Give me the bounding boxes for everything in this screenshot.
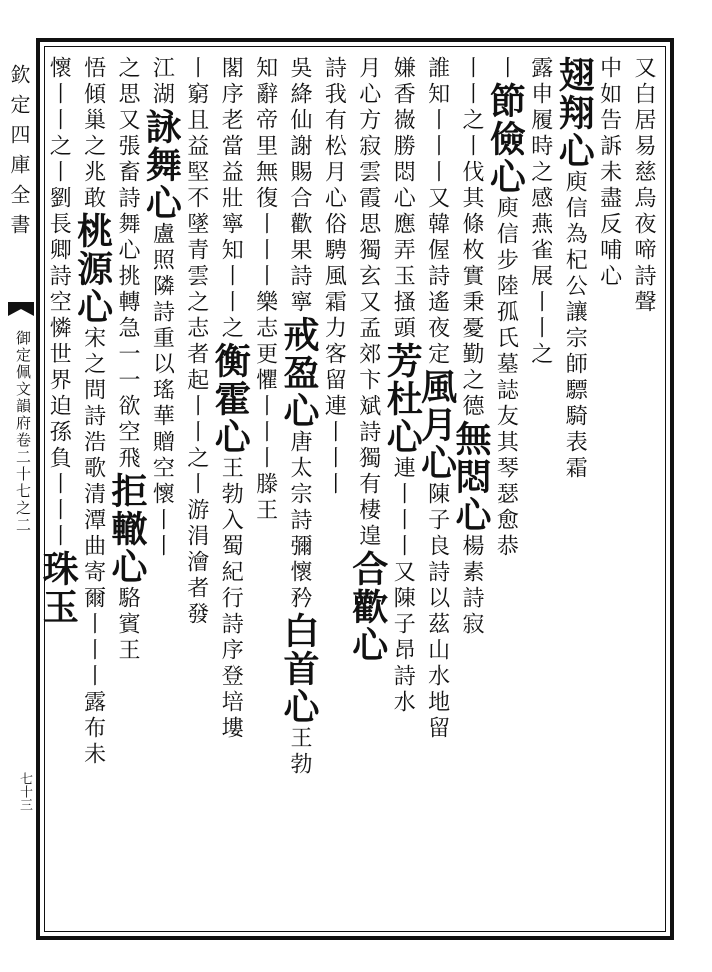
text-column	[484, 56, 527, 926]
margin-page-number: 七十三	[17, 772, 32, 811]
entry-text: 詩我有松月心俗騁風霜力	[321, 56, 347, 342]
text-column	[248, 56, 282, 926]
entry-text: 宋之問詩浩歌清潭曲寄爾丨丨丨	[80, 326, 106, 690]
text-column	[553, 56, 596, 926]
entry-text: 又白居易慈烏夜啼詩聲	[631, 56, 656, 316]
entry-text: 駱賓王	[115, 586, 140, 664]
entry-text: 敢	[80, 186, 106, 212]
entry-text: 江湖	[149, 56, 175, 108]
text-column	[140, 56, 183, 926]
entry-headword: 無悶心	[450, 420, 492, 534]
entry-text: 月心方寂雲霞思獨玄又孟郊	[355, 56, 381, 368]
entry-headword: 翅翔心	[553, 56, 596, 170]
text-column	[106, 56, 148, 926]
entry-headword: 戒盈心	[278, 316, 320, 430]
text-column	[71, 56, 114, 926]
entry-text: 王勃	[287, 726, 312, 778]
entry-headword: 衡霍心	[209, 342, 252, 456]
entry-text: 嫌香嶶勝悶心應弄玉搔頭	[390, 56, 416, 342]
entry-headword: 風月心	[415, 368, 458, 482]
entry-text: 閣序老當益壯寧知丨丨之	[218, 56, 244, 342]
entry-text: 唐太宗詩彌懷矜	[287, 430, 312, 612]
text-column	[592, 56, 626, 926]
entry-text: 丨丨之丨伐其條枚實秉憂勤之德	[459, 56, 484, 420]
margin-work-title: 御定佩文韻府	[14, 330, 32, 432]
entry-text: 卞斌詩獨有棲遑	[355, 368, 381, 550]
entry-text: 王勃入蜀紀行詩序登培塿	[218, 456, 244, 742]
entry-text: 盧照隣詩重以瑤華贈空懷丨丨	[149, 222, 175, 560]
entry-text: 陳子良詩以茲山水地留	[424, 482, 450, 742]
margin-volume: 卷二十七之二	[14, 432, 32, 534]
text-column	[278, 56, 320, 926]
text-column	[209, 56, 252, 926]
entry-headword: 詠舞心	[140, 108, 183, 222]
entry-text: 懷丨丨之丨	[46, 56, 72, 186]
entry-text: 知辭帝里無復丨丨丨	[252, 56, 278, 290]
entry-text: 者起丨丨之丨游涓澮者發	[183, 342, 209, 628]
entry-text: 露布未	[80, 690, 106, 768]
entry-headword: 桃源心	[71, 212, 114, 326]
entry-text: 樂志更懼丨丨丨	[252, 290, 278, 472]
entry-text: 庾信步陸孤氏墓誌友其琴瑟愈恭	[493, 196, 519, 560]
entry-text: 楊素詩寂	[459, 534, 484, 638]
entry-text: 庾信為杞公讓宗師驃騎表霜	[562, 170, 588, 482]
text-column	[37, 56, 80, 926]
text-column	[415, 56, 458, 926]
entry-text: 之思	[115, 56, 140, 108]
entry-text: 連丨丨丨又陳子昂詩水	[390, 456, 416, 716]
entry-text: 滕王	[252, 472, 278, 524]
margin-book-title: 欽定四庫全書	[7, 64, 31, 244]
entry-text: 客留連丨丨丨	[321, 342, 347, 498]
entry-text: 中如告訴未盡反哺心	[596, 56, 622, 290]
entry-headword: 節儉心	[484, 82, 527, 196]
entry-text: 劉長卿詩空憐世界迫孫負丨丨丨	[46, 186, 72, 550]
text-column	[626, 56, 660, 926]
entry-headword: 合歡心	[346, 550, 389, 664]
entry-text: 吳絳仙謝賜合歡果詩寧	[287, 56, 312, 316]
text-column	[450, 56, 492, 926]
entry-headword: 拒轍心	[106, 472, 148, 586]
entry-text: 丨	[493, 56, 519, 82]
text-column	[523, 56, 557, 926]
fish-tail-icon	[6, 300, 36, 318]
text-column	[381, 56, 424, 926]
entry-headword: 白首心	[278, 612, 320, 726]
entry-text: 丨窮且益堅不墜青雲之志	[183, 56, 209, 342]
entry-text: 又張畜詩舞心挑轉急一一欲空飛	[115, 108, 140, 472]
entry-text: 悟傾巢之兆	[80, 56, 106, 186]
entry-text: 誰知丨丨丨又韓偓詩遙夜定	[424, 56, 450, 368]
entry-text: 露申履時之感燕雀展丨丨之	[527, 56, 553, 368]
text-column	[316, 56, 350, 926]
text-column	[179, 56, 213, 926]
text-column	[346, 56, 389, 926]
entry-headword: 芳杜心	[381, 342, 424, 456]
margin-subtitle	[10, 330, 34, 534]
entry-headword: 珠玉	[37, 550, 80, 626]
